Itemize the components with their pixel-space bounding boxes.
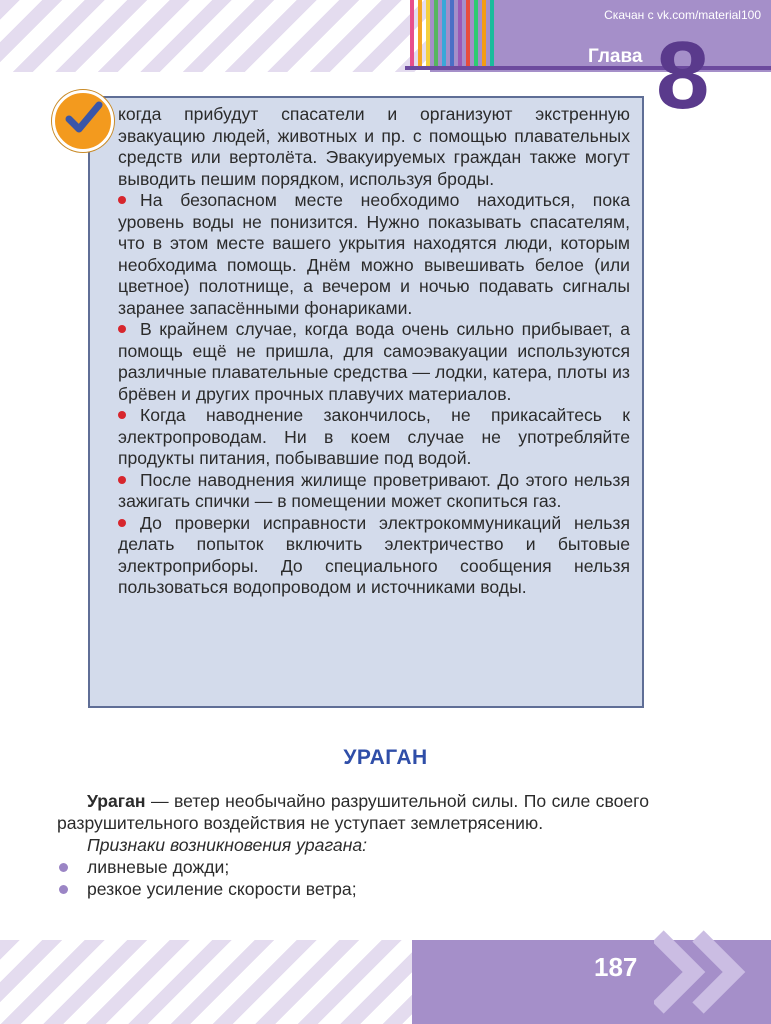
term: Ураган bbox=[87, 791, 146, 811]
page-number: 187 bbox=[594, 952, 638, 982]
color-bar bbox=[482, 0, 486, 66]
bullet-icon bbox=[59, 885, 68, 894]
watermark: Скачан с vk.com/material100 bbox=[604, 8, 761, 22]
info-bullet: На безопасном месте необходимо находиться, пока уровень воды не понизится. Нужно показывать спасателям, что в этом месте вашего укрытия находятся люди, которым необходима помощь. Днём можно вывешивать белое (или цветное) полотнище, а вечером и ночью подавать сигналы заранее запасёнными фонариками. bbox=[118, 190, 630, 318]
info-bullet: Когда наводнение закончилось, не прикасайтесь к электропроводам. Ни в коем случае не употребляйте продукты питания, побывавшие под водой. bbox=[118, 405, 630, 468]
section-title: УРАГАН bbox=[343, 746, 428, 769]
color-bar bbox=[490, 0, 494, 66]
info-bullet: До проверки исправности электрокоммуникаций нельзя делать попыток включить электричество и бытовые электроприборы. До специального сообщения нельзя пользоваться водопроводом и источниками воды. bbox=[118, 512, 630, 597]
bullet-icon bbox=[118, 476, 126, 484]
color-bar bbox=[418, 0, 422, 66]
info-bullet: В крайнем случае, когда вода очень сильно прибывает, а помощь ещё не пришла, для самоэвакуации используются различные плавательные средства — лодки, катера, плоты из брёвен и других прочных плавучих материалов. bbox=[118, 319, 630, 404]
color-bar bbox=[450, 0, 454, 66]
list-item: ливневые дожди; bbox=[57, 856, 649, 878]
bullet-icon bbox=[118, 411, 126, 419]
bullet-icon bbox=[118, 325, 126, 333]
next-arrows-icon bbox=[654, 930, 754, 1014]
definition: — ветер необычайно разрушительной силы. По силе своего разрушительного воздействия не уступает землетрясению. bbox=[57, 791, 649, 833]
color-bar bbox=[426, 0, 430, 66]
color-bar bbox=[466, 0, 470, 66]
info-box-text bbox=[118, 104, 630, 599]
list-item: резкое усиление скорости ветра; bbox=[57, 878, 649, 900]
definition-paragraph bbox=[57, 790, 649, 834]
color-bar bbox=[434, 0, 438, 66]
check-badge bbox=[52, 90, 114, 152]
checkmark-icon bbox=[63, 99, 103, 139]
signs-list bbox=[57, 856, 649, 900]
info-intro: когда прибудут спасатели и организуют экстренную эвакуацию людей, животных и пр. с помощью плавательных средств или вертолёта. Эвакуируемых граждан также могут выводить пешим порядком, используя броды. bbox=[118, 104, 630, 189]
bullet-icon bbox=[59, 863, 68, 872]
info-bullet: После наводнения жилище проветривают. До этого нельзя зажигать спички — в помещении может скопиться газ. bbox=[118, 469, 630, 511]
chapter-label: Глава bbox=[588, 46, 643, 67]
bullet-icon bbox=[118, 196, 126, 204]
section-body bbox=[57, 790, 649, 900]
color-bar bbox=[442, 0, 446, 66]
color-bar bbox=[474, 0, 478, 66]
color-bar bbox=[410, 0, 414, 66]
color-bar bbox=[458, 0, 462, 66]
chapter-number: 8 bbox=[656, 22, 710, 129]
color-bars bbox=[410, 0, 494, 66]
signs-title: Признаки возникновения урагана: bbox=[87, 835, 368, 855]
footer-stripes bbox=[0, 940, 430, 1024]
header-stripes bbox=[0, 0, 430, 72]
bullet-icon bbox=[118, 519, 126, 527]
